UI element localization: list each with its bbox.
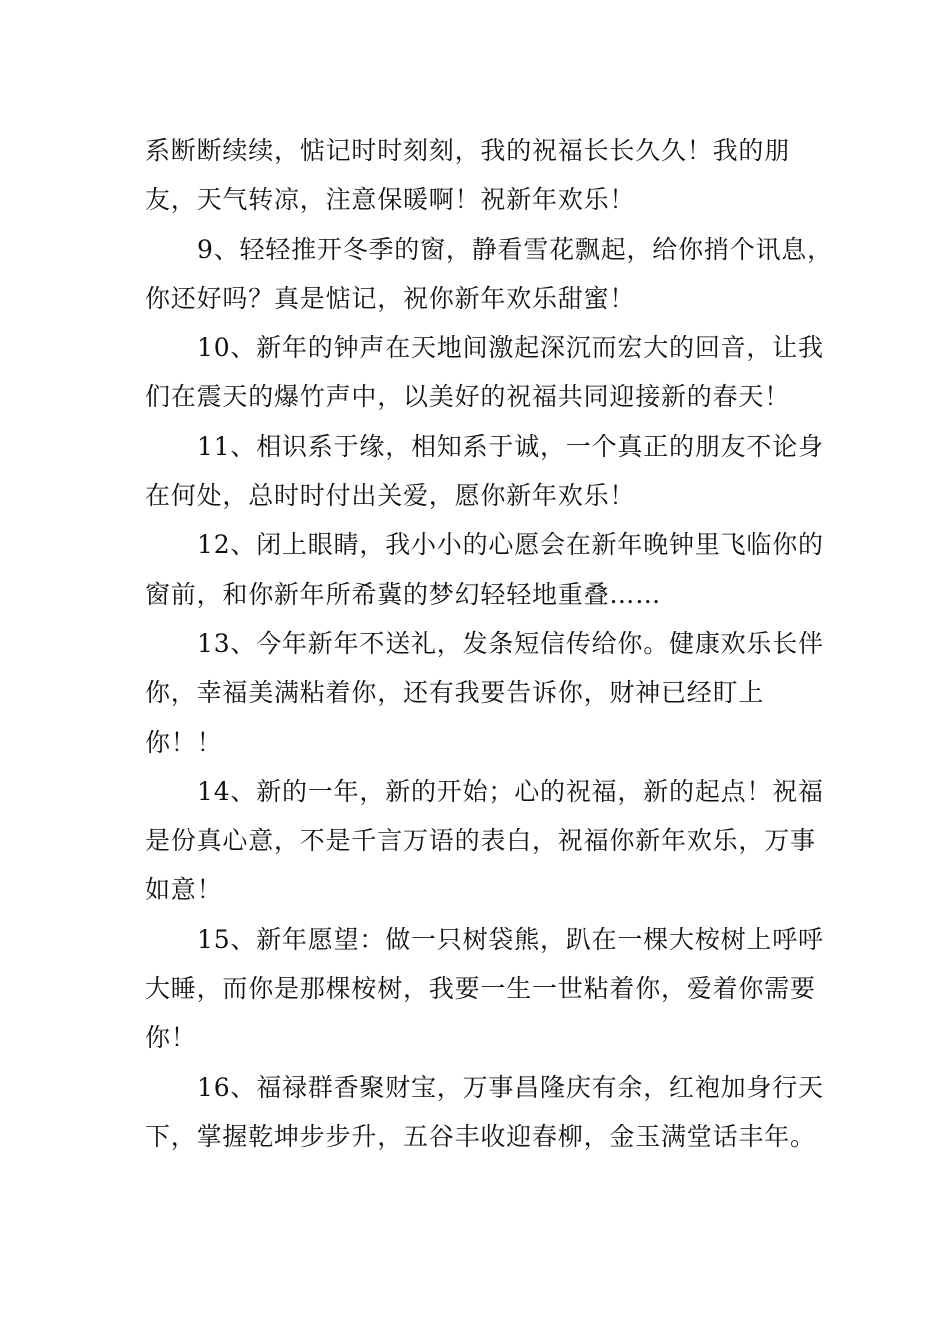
paragraph-15: 15、新年愿望：做一只树袋熊，趴在一棵大桉树上呼呼大睡，而你是那棵桉树，我要一生一世粘着你，爱着你需要你！ bbox=[145, 924, 824, 1053]
paragraph-8-continuation: 系断断续续，惦记时时刻刻，我的祝福长长久久！我的朋友，天气转凉，注意保暖啊！祝新年欢乐！ bbox=[145, 136, 791, 215]
paragraph-9: 9、轻轻推开冬季的窗，静看雪花飘起，给你捎个讯息，你还好吗？真是惦记，祝你新年欢乐甜蜜！ bbox=[145, 234, 833, 313]
document-body bbox=[145, 126, 835, 1161]
paragraph-16: 16、福禄群香聚财宝，万事昌隆庆有余，红袍加身行天下，掌握乾坤步步升，五谷丰收迎春柳，金玉满堂话丰年。 bbox=[145, 1072, 824, 1151]
paragraph-14: 14、新的一年，新的开始；心的祝福，新的起点！祝福是份真心意，不是千言万语的表白，祝福你新年欢乐，万事如意！ bbox=[145, 776, 824, 905]
paragraph-11: 11、相识系于缘，相知系于诚，一个真正的朋友不论身在何处，总时时付出关爱，愿你新年欢乐！ bbox=[145, 431, 824, 511]
paragraph-13: 13、今年新年不送礼，发条短信传给你。健康欢乐长伴你，幸福美满粘着你，还有我要告诉你，财神已经盯上你！！ bbox=[145, 628, 824, 757]
paragraph-12: 12、闭上眼睛，我小小的心愿会在新年晚钟里飞临你的窗前，和你新年所希冀的梦幻轻轻地重叠…… bbox=[145, 530, 824, 609]
paragraph-10: 10、新年的钟声在天地间激起深沉而宏大的回音，让我们在震天的爆竹声中，以美好的祝福共同迎接新的春天！ bbox=[145, 333, 824, 412]
